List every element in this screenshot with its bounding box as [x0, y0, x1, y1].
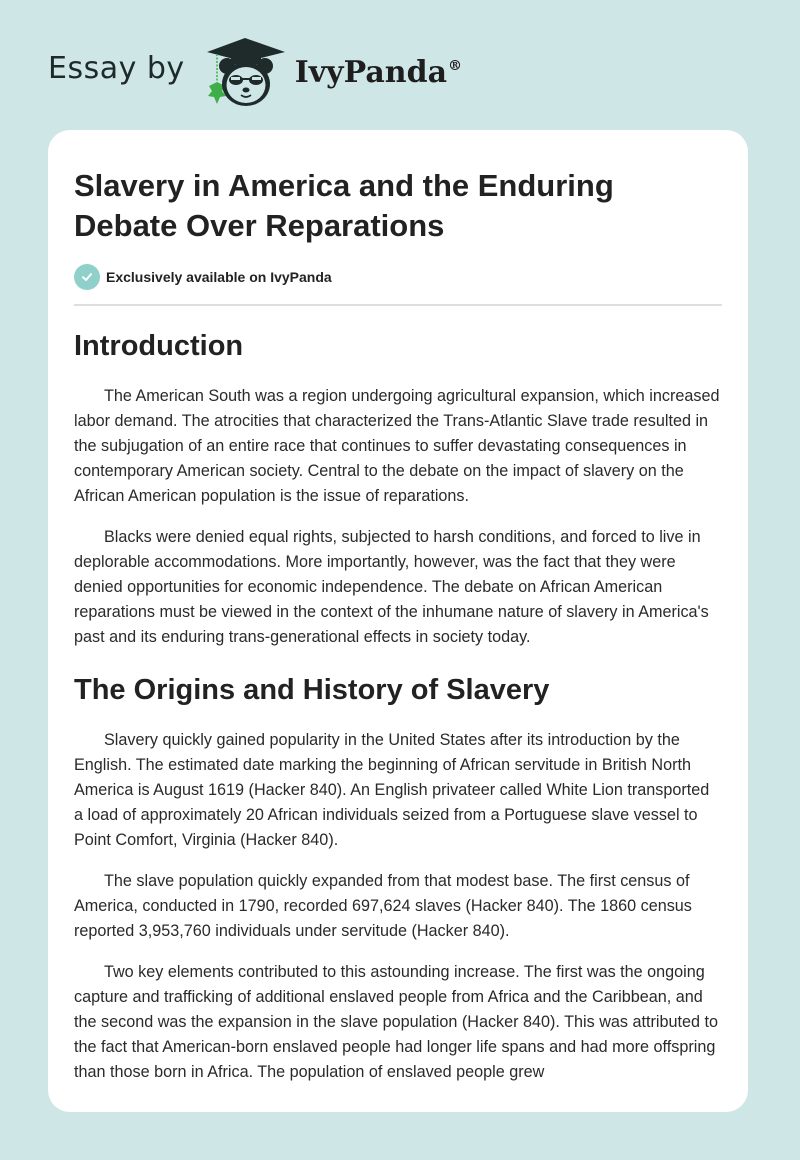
paragraph: The slave population quickly expanded from that modest base. The first census of America, conducted in 1790, recorded 697,624 slaves (Hacker 840). The 1860 census reported 3,953,760 individuals under servitude (Hacker 840). [74, 872, 692, 940]
paragraph: Blacks were denied equal rights, subjected to harsh conditions, and forced to live in deplorable accommodations. More importantly, however, was the fact that they were denied opportunities for economic independence. The debate on African American reparations must be viewed in the context of the inhumane nature of slavery in America's past and its enduring trans-generational effects in society today. [74, 528, 709, 646]
paragraph: Slavery quickly gained popularity in the United States after its introduction by the English. The estimated date marking the beginning of African servitude in British North America is August 1619 (Hacker 840). An English privateer called White Lion transported a load of approximately 20 African individuals seized from a Portuguese slave vessel to Point Comfort, Virginia (Hacker 840). [74, 731, 710, 849]
title-line-1: Slavery in America and the Enduring [74, 168, 614, 203]
ivypanda-wordmark[interactable] [295, 55, 462, 90]
title-line-2: Debate Over Reparations [74, 208, 445, 243]
site-header [48, 30, 462, 110]
brand-name-text: IvyPanda [294, 54, 448, 90]
paragraph: Two key elements contributed to this astounding increase. The first was the ongoing capture and trafficking of additional enslaved people from Africa and the Caribbean, and the second was the expansion in the slave population (Hacker 840). This was attributed to the fact that American-born enslaved people had longer life spans and had more offspring than those born in Africa. The population of enslaved people grew [74, 963, 718, 1081]
page-title [74, 166, 722, 246]
exclusive-badge-text: Exclusively available on IvyPanda [106, 269, 332, 285]
section-heading-introduction: Introduction [74, 330, 244, 362]
divider [74, 304, 722, 306]
essay-by-label: Essay by [48, 50, 185, 86]
paragraph: The American South was a region undergoing agricultural expansion, which increased labor demand. The atrocities that characterized the Trans-Atlantic Slave trade resulted in the subjugation of an entire race that continues to suffer devastating consequences in contemporary American society. Central to the debate on the impact of slavery on the African American population is the issue of reparations. [74, 387, 720, 505]
section-heading-origins: The Origins and History of Slavery [74, 674, 550, 706]
check-circle-icon [74, 264, 100, 290]
panda-graduation-cap-icon[interactable] [203, 30, 287, 110]
exclusive-badge [74, 264, 722, 290]
registered-mark: ® [448, 57, 463, 74]
essay-card [48, 130, 748, 1112]
